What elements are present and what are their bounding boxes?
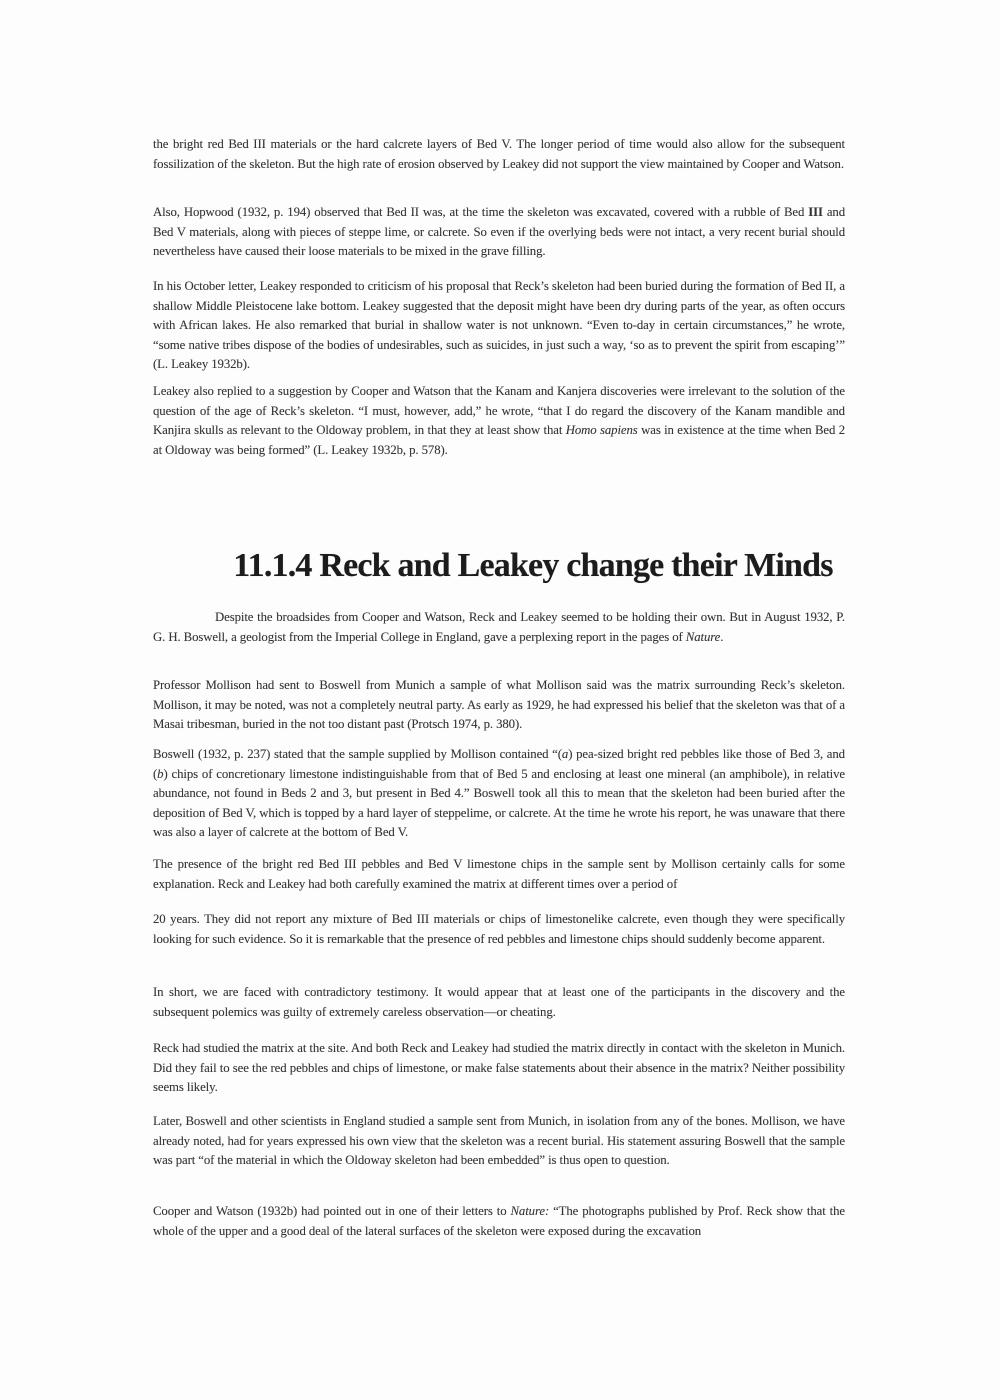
paragraph-text: the bright red Bed III materials or the hard calcrete layers of Bed V. The longer period of time would also allow for the subsequent fossilization of the skeleton. But the high rate of erosion observed by Leakey did not support the view maintained by Cooper and Watson.	[153, 137, 845, 171]
paragraph-5	[153, 608, 845, 647]
italic-text: Nature:	[510, 1204, 550, 1218]
paragraph-text: .	[720, 629, 724, 644]
paragraph-7	[153, 745, 845, 843]
bold-text: III	[808, 205, 823, 219]
paragraph-text: Boswell (1932, p. 237) stated that the sample supplied by Mollison contained “(	[153, 747, 562, 761]
paragraph-text: Cooper and Watson (1932b) had pointed out in one of their letters to	[153, 1204, 511, 1218]
paragraph-2	[153, 203, 845, 262]
paragraph-1	[153, 135, 845, 174]
paragraph-8	[153, 855, 845, 894]
italic-text: Nature	[685, 629, 721, 644]
paragraph-text: was in existence at the time when Bed 2 at Oldoway was being formed” (L. Leakey 1932b, p. 578).	[153, 423, 846, 457]
paragraph-text: In his October letter, Leakey responded to criticism of his proposal that Reck’s skeleton had been buried during the formation of Bed II, a shallow Middle Pleistocene lake bottom. Leakey suggested that the deposit might have been dry during parts of the year, as often occurs with African lakes. He also remarked that burial in shallow water is not unknown. “Even to-day in certain circumstances,” he wrote, “some native tribes dispose of the bodies of undesirables, such as suicides, in just such a way, ‘so as to prevent the spirit from escaping’” (L. Leakey 1932b).	[153, 279, 845, 371]
paragraph-text: Later, Boswell and other scientists in England studied a sample sent from Munich, in isolation from any of the bones. Mollison, we have already noted, had for years expressed his own view that the skeleton was a recent burial. His statement assuring Boswell that the sample was part “of the material in which the Oldoway skeleton had been embedded” is thus open to question.	[153, 1114, 845, 1167]
paragraph-11	[153, 1039, 845, 1098]
italic-text: b	[157, 766, 164, 781]
paragraph-text: ) chips of concretionary limestone indistinguishable from that of Bed 5 and enclosing at least one mineral (an amphibole), in relative abundance, not found in Beds 2 and 3, but present in Bed 4.” Boswell took all this to mean that the skeleton had been buried after the deposition of Bed V, which is topped by a hard layer of steppelime, or calcrete. At the time he wrote his report, he was unaware that there was also a layer of calcrete at the bottom of Bed V.	[153, 766, 845, 839]
italic-text: Homo sapiens	[565, 423, 638, 437]
paragraph-text: ) pea-sized bright red pebbles like those of Bed 3, and (	[153, 747, 845, 781]
paragraph-text: The presence of the bright red Bed III pebbles and Bed V limestone chips in the sample sent by Mollison certainly calls for some explanation. Reck and Leakey had both carefully examined the matrix at different times over a period of	[153, 857, 845, 891]
paragraph-text: Also, Hopwood (1932, p. 194) observed that Bed II was, at the time the skeleton was excavated, covered with a rubble of Bed	[153, 205, 809, 219]
italic-text: a	[561, 747, 569, 761]
paragraph-12	[153, 1112, 845, 1171]
paragraph-text: Despite the broadsides from Cooper and Watson, Reck and Leakey seemed to be holding their own. But in August 1932, P. G. H. Boswell, a geologist from the Imperial College in England, gave a perplexing report in the pages of	[153, 610, 845, 644]
paragraph-text: In short, we are faced with contradictory testimony. It would appear that at least one of the participants in the discovery and the subsequent polemics was guilty of extremely careless observation—or cheating.	[153, 985, 845, 1019]
paragraph-3	[153, 277, 845, 375]
paragraph-13	[153, 1202, 845, 1241]
paragraph-text: Reck had studied the matrix at the site. And both Reck and Leakey had studied the matrix directly in contact with the skeleton in Munich. Did they fail to see the red pebbles and chips of limestone, or make false statements about their absence in the matrix? Neither possibility seems likely.	[153, 1041, 845, 1094]
paragraph-4	[153, 382, 845, 460]
paragraph-10	[153, 983, 845, 1022]
paragraph-text: 20 years. They did not report any mixture of Bed III materials or chips of limestonelike calcrete, even though they were specifically looking for such evidence. So it is remarkable that the presence of red pebbles and limestone chips should suddenly become apparent.	[153, 912, 845, 946]
paragraph-text: “The photographs published by Prof. Reck show that the whole of the upper and a good deal of the lateral surfaces of the skeleton were exposed during the excavation	[153, 1204, 845, 1238]
section-heading: 11.1.4 Reck and Leakey change their Minds	[233, 547, 833, 584]
paragraph-text: and Bed V materials, along with pieces of steppe lime, or calcrete. So even if the overlying beds were not intact, a very recent burial should nevertheless have caused their loose materials to be mixed in the grave filling.	[153, 205, 845, 258]
paragraph-9	[153, 910, 845, 949]
paragraph-text: Professor Mollison had sent to Boswell from Munich a sample of what Mollison said was the matrix surrounding Reck’s skeleton. Mollison, it may be noted, was not a completely neutral party. As early as 1929, he had expressed his belief that the skeleton was that of a Masai tribesman, buried in the not too distant past (Protsch 1974, p. 380).	[153, 678, 845, 731]
paragraph-text: Leakey also replied to a suggestion by Cooper and Watson that the Kanam and Kanjera discoveries were irrelevant to the solution of the question of the age of Reck’s skeleton. “I must, however, add,” he wrote, “that I do regard the discovery of the Kanam mandible and Kanjira skulls as relevant to the Oldoway problem, in that they at least show that	[153, 384, 845, 437]
paragraph-6	[153, 676, 845, 735]
